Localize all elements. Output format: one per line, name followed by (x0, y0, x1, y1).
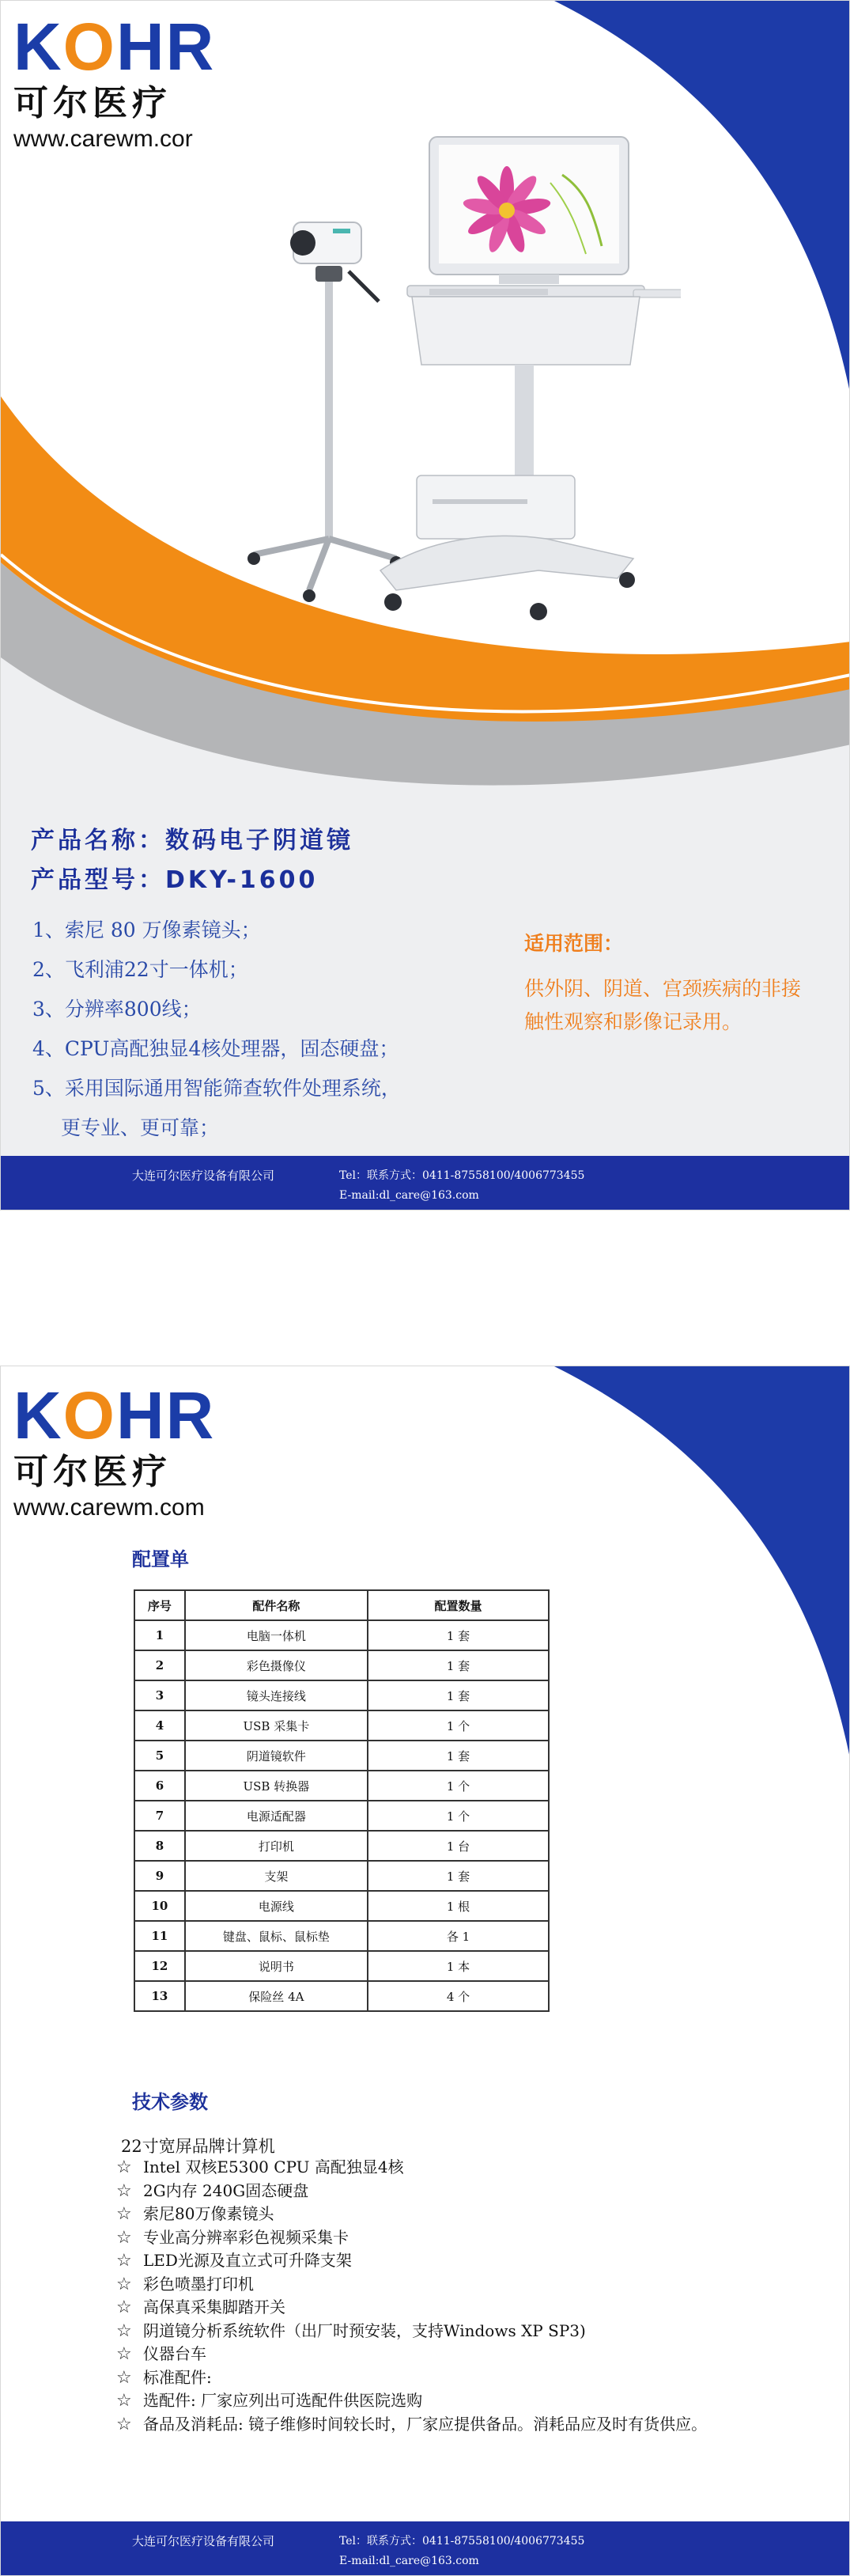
tech-spec-text: 2G内存 240G固态硬盘 (143, 2180, 309, 2200)
footer-email: E-mail:dl_care@163.com (339, 1189, 479, 1202)
star-bullet-icon: ☆ (116, 2157, 132, 2177)
part-name-cell: 镜头连接线 (185, 1680, 368, 1710)
table-row (134, 1741, 549, 1771)
product-model: 产品型号：DKY-1600 (31, 866, 319, 894)
kohr-logo (13, 1378, 235, 1521)
star-bullet-icon: ☆ (116, 2344, 132, 2364)
table-row (134, 1891, 549, 1921)
tech-specs-heading: 技术参数 (132, 2091, 208, 2113)
star-bullet-icon: ☆ (116, 2414, 132, 2434)
quantity-cell: 各 1 (368, 1921, 549, 1951)
table-row (134, 1801, 549, 1831)
logo-chinese-name: 可尔医疗 (13, 83, 172, 123)
star-bullet-icon: ☆ (116, 2251, 132, 2271)
quantity-cell: 1 套 (368, 1861, 549, 1891)
tech-specs-intro: 22寸宽屏品牌计算机 (121, 2137, 275, 2156)
website-url: www.carewm.cor (13, 126, 193, 152)
product-name: 产品名称：数码电子阴道镜 (31, 827, 353, 854)
footer-bar (1, 2521, 850, 2576)
tech-spec-item (116, 2320, 707, 2343)
footer-company: 大连可尔医疗设备有限公司 (132, 1169, 275, 1183)
part-name-cell: 电源适配器 (185, 1801, 368, 1831)
quantity-cell: 1 套 (368, 1741, 549, 1771)
part-name-cell: 保险丝 4A (185, 1981, 368, 2011)
row-number-cell: 9 (134, 1861, 185, 1891)
feature-list (32, 911, 491, 1148)
table-row (134, 1861, 549, 1891)
tech-spec-item (116, 2273, 707, 2297)
column-header: 配置数量 (368, 1590, 549, 1620)
feature-item: 3、分辨率800线； (32, 998, 202, 1021)
footer-company: 大连可尔医疗设备有限公司 (132, 2534, 275, 2548)
quantity-cell: 1 个 (368, 1771, 549, 1801)
table-row (134, 1650, 549, 1680)
feature-item: 5、采用国际通用智能筛查软件处理系统， (32, 1077, 401, 1100)
tech-spec-item (116, 2296, 707, 2320)
tech-spec-item (116, 2249, 707, 2273)
brochure-page-1 (0, 0, 850, 1210)
part-name-cell: 打印机 (185, 1831, 368, 1861)
feature-item: 4、CPU高配独显4核处理器，固态硬盘； (32, 1037, 399, 1060)
quantity-cell: 1 个 (368, 1801, 549, 1831)
config-table (134, 1589, 550, 2012)
quantity-cell: 1 台 (368, 1831, 549, 1861)
part-name-cell: 支架 (185, 1861, 368, 1891)
quantity-cell: 1 套 (368, 1620, 549, 1650)
star-bullet-icon: ☆ (116, 2391, 132, 2411)
tech-spec-text: LED光源及直立式可升降支架 (143, 2251, 352, 2270)
table-header-row (134, 1590, 549, 1620)
tech-spec-text: 备品及消耗品: 镜子维修时间较长时，厂家应提供备品。消耗品应及时有货供应。 (143, 2414, 708, 2434)
tech-spec-item (116, 2203, 707, 2226)
camera-stand-graphic (247, 222, 402, 602)
part-name-cell: 彩色摄像仪 (185, 1650, 368, 1680)
row-number-cell: 11 (134, 1921, 185, 1951)
footer-phone: Tel：联系方式：0411-87558100/4006773455 (339, 1169, 585, 1182)
quantity-cell: 1 根 (368, 1891, 549, 1921)
quantity-cell: 1 个 (368, 1710, 549, 1741)
star-bullet-icon: ☆ (116, 2298, 132, 2317)
column-header: 序号 (134, 1590, 185, 1620)
tech-spec-text: Intel 双核E5300 CPU 高配独显4核 (143, 2157, 404, 2176)
part-name-cell: 键盘、鼠标、鼠标垫 (185, 1921, 368, 1951)
row-number-cell: 4 (134, 1710, 185, 1741)
row-number-cell: 10 (134, 1891, 185, 1921)
kohr-logo (13, 9, 235, 153)
row-number-cell: 5 (134, 1741, 185, 1771)
star-bullet-icon: ☆ (116, 2204, 132, 2224)
tech-spec-text: 专业高分辨率彩色视频采集卡 (143, 2227, 349, 2247)
table-row (134, 1951, 549, 1981)
footer-bar (1, 1156, 850, 1210)
tech-spec-text: 彩色喷墨打印机 (143, 2274, 254, 2294)
star-bullet-icon: ☆ (116, 2180, 132, 2201)
part-name-cell: USB 采集卡 (185, 1710, 368, 1741)
table-row (134, 1921, 549, 1951)
tech-spec-item (116, 2389, 707, 2413)
row-number-cell: 13 (134, 1981, 185, 2011)
row-number-cell: 1 (134, 1620, 185, 1650)
quantity-cell: 1 套 (368, 1680, 549, 1710)
brochure-page-2 (0, 1366, 850, 2576)
colposcope-product-image (238, 127, 681, 673)
column-header: 配件名称 (185, 1590, 368, 1620)
tech-specs-list (116, 2156, 707, 2436)
tech-spec-text: 索尼80万像素镜头 (143, 2204, 274, 2223)
part-name-cell: USB 转换器 (185, 1771, 368, 1801)
logo-chinese-name: 可尔医疗 (13, 1452, 172, 1492)
footer-email: E-mail:dl_care@163.com (339, 2555, 479, 2567)
quantity-cell: 1 本 (368, 1951, 549, 1981)
quantity-cell: 4 个 (368, 1981, 549, 2011)
logo-wordmark: KOHR (13, 9, 216, 84)
tech-spec-text: 仪器台车 (143, 2344, 206, 2363)
part-name-cell: 说明书 (185, 1951, 368, 1981)
star-bullet-icon: ☆ (116, 2274, 132, 2294)
tech-spec-text: 标准配件: (143, 2367, 212, 2387)
feature-item: 2、飞利浦22寸一体机； (32, 958, 248, 981)
tech-spec-item (116, 2226, 707, 2250)
tech-spec-text: 阴道镜分析系统软件（出厂时预安装，支持Windows XP SP3) (143, 2320, 586, 2340)
star-bullet-icon: ☆ (116, 2227, 132, 2248)
tech-spec-item (116, 2413, 707, 2437)
row-number-cell: 8 (134, 1831, 185, 1861)
tech-spec-item (116, 2156, 707, 2180)
row-number-cell: 3 (134, 1680, 185, 1710)
star-bullet-icon: ☆ (116, 2320, 132, 2341)
star-bullet-icon: ☆ (116, 2367, 132, 2388)
tech-spec-item (116, 2343, 707, 2366)
table-row (134, 1620, 549, 1650)
row-number-cell: 12 (134, 1951, 185, 1981)
part-name-cell: 电源线 (185, 1891, 368, 1921)
table-row (134, 1710, 549, 1741)
quantity-cell: 1 套 (368, 1650, 549, 1680)
scope-heading: 适用范围： (524, 932, 624, 955)
table-row (134, 1680, 549, 1710)
website-url: www.carewm.com (13, 1494, 205, 1521)
config-list-heading: 配置单 (132, 1548, 189, 1570)
config-table-body (134, 1620, 549, 2011)
tech-spec-text: 选配件: 厂家应列出可选配件供医院选购 (143, 2391, 423, 2410)
part-name-cell: 阴道镜软件 (185, 1741, 368, 1771)
row-number-cell: 7 (134, 1801, 185, 1831)
tech-spec-item (116, 2366, 707, 2390)
table-row (134, 1831, 549, 1861)
cart-graphic (380, 286, 681, 620)
tech-spec-item (116, 2180, 707, 2203)
monitor-graphic (429, 137, 629, 284)
footer-phone: Tel：联系方式：0411-87558100/4006773455 (339, 2535, 585, 2548)
tech-spec-text: 高保真采集脚踏开关 (143, 2298, 285, 2317)
logo-wordmark: KOHR (13, 1378, 216, 1453)
row-number-cell: 6 (134, 1771, 185, 1801)
feature-item: 1、索尼 80 万像素镜头； (32, 919, 261, 941)
row-number-cell: 2 (134, 1650, 185, 1680)
table-row (134, 1981, 549, 2011)
feature-item-continued: 更专业、更可靠； (61, 1116, 220, 1139)
table-row (134, 1771, 549, 1801)
part-name-cell: 电脑一体机 (185, 1620, 368, 1650)
scope-description: 供外阴、阴道、宫颈疾病的非接触性观察和影像记录用。 (524, 977, 802, 1033)
